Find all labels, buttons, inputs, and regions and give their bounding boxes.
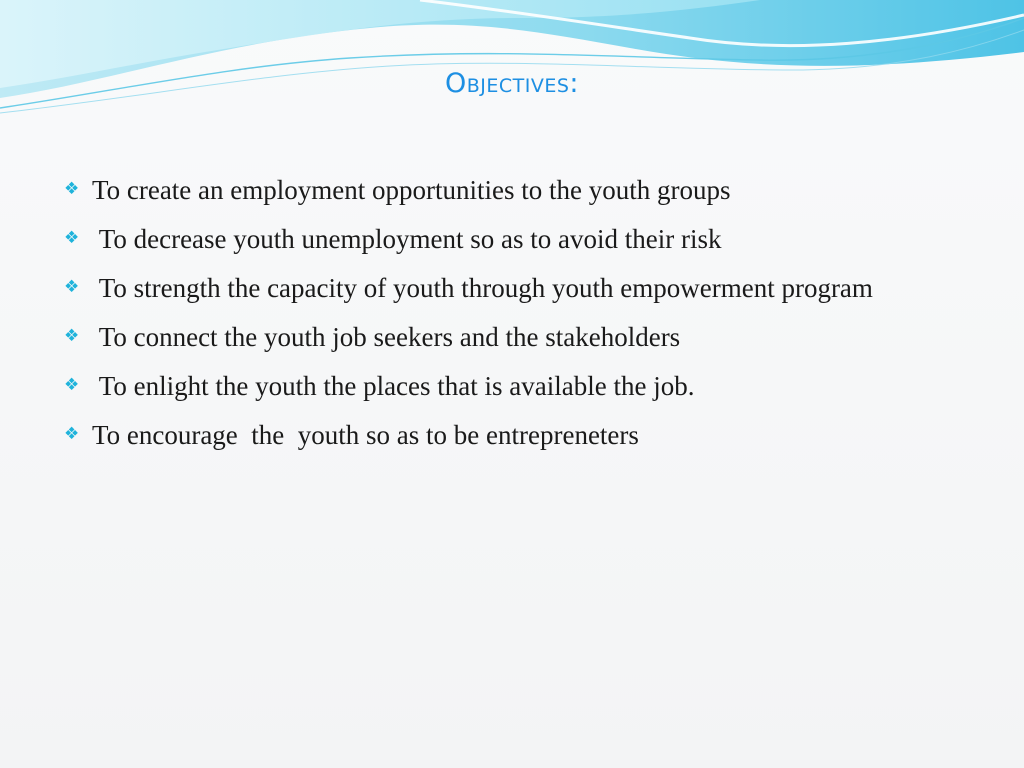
- list-item: [64, 171, 964, 210]
- list-item: [64, 416, 964, 455]
- diamond-bullet-icon: ❖: [64, 228, 80, 248]
- list-item: [64, 367, 964, 406]
- diamond-bullet-icon: ❖: [64, 375, 80, 395]
- objective-text: To connect the youth job seekers and the stakeholders: [92, 322, 681, 352]
- list-item: [64, 269, 964, 308]
- objective-text: To create an employment opportunities to the youth groups: [92, 175, 731, 205]
- objective-text: To strength the capacity of youth through youth empowerment program: [92, 273, 873, 303]
- list-item: [64, 318, 964, 357]
- diamond-bullet-icon: ❖: [64, 277, 80, 297]
- diamond-bullet-icon: ❖: [64, 179, 80, 199]
- list-item: [64, 220, 964, 259]
- diamond-bullet-icon: ❖: [64, 326, 80, 346]
- objective-text: To encourage the youth so as to be entrepreneters: [92, 420, 639, 450]
- diamond-bullet-icon: ❖: [64, 424, 80, 444]
- decorative-wave-banner: [0, 0, 1024, 125]
- slide-title: Objectives:: [444, 68, 580, 99]
- objectives-list: [64, 171, 964, 465]
- objective-text: To enlight the youth the places that is available the job.: [92, 371, 695, 401]
- objective-text: To decrease youth unemployment so as to avoid their risk: [92, 224, 722, 254]
